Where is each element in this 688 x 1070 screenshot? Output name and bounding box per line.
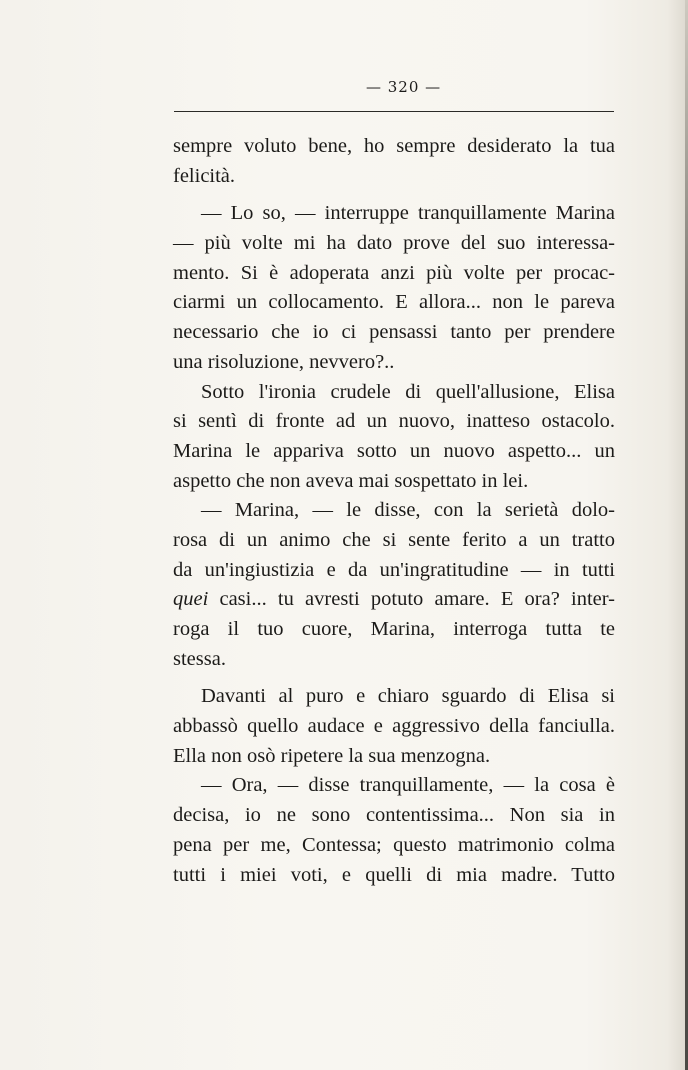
text-line: da un'ingiustizia e da un'ingratitudine — in tutti xyxy=(173,558,615,581)
text-line: roga il tuo cuore, Marina, interroga tutta te xyxy=(173,618,615,640)
text-line: abbassò quello audace e aggressivo della fanciulla. xyxy=(173,715,615,738)
text-line: mento. Si è adoperata anzi più volte per procac- xyxy=(173,261,615,284)
text-line: — più volte mi ha dato prove del suo interessa- xyxy=(173,232,615,255)
text-line: aspetto che non aveva mai sospettato in lei. xyxy=(173,469,529,492)
text-line-rest: casi... tu avresti potuto amare. E ora? inter- xyxy=(219,588,615,611)
text-line: felicità. xyxy=(173,164,236,187)
page-number-text: — 320 — xyxy=(366,78,442,96)
text-line: decisa, io ne sono contentissima... Non sia in xyxy=(173,804,615,827)
text-line: Sotto l'ironia crudele di quell'allusione, Elisa xyxy=(201,380,615,403)
text-line: — Ora, — disse tranquillamente, — la cosa è xyxy=(201,774,615,797)
text-line: tutti i miei voti, e quelli di mia madre. Tutto xyxy=(173,863,615,886)
text-line: necessario che io ci pensassi tanto per prendere xyxy=(173,321,615,344)
text-line: Davanti al puro e chiaro sguardo di Elisa si xyxy=(201,685,615,708)
text-line: stessa. xyxy=(173,647,226,670)
body-text xyxy=(173,132,615,890)
text-line: — Marina, — le disse, con la serietà dolo- xyxy=(201,499,615,522)
italic-word: quei xyxy=(173,588,209,611)
text-line: una risoluzione, nevvero?.. xyxy=(173,350,395,373)
text-line: ciarmi un collocamento. E allora... non le pareva xyxy=(173,291,615,314)
text-line: si sentì di fronte ad un nuovo, inatteso ostacolo. xyxy=(173,410,615,433)
text-line: Ella non osò ripetere la sua menzogna. xyxy=(173,744,491,767)
text-line: Marina le appariva sotto un nuovo aspetto... un xyxy=(173,439,615,462)
text-line: — Lo so, — interruppe tranquillamente Marina xyxy=(201,202,615,225)
text-line: pena per me, Contessa; questo matrimonio colma xyxy=(173,833,615,856)
header-rule xyxy=(174,111,614,112)
text-line: sempre voluto bene, ho sempre desiderato la tua xyxy=(173,135,615,157)
text-line xyxy=(173,585,615,615)
text-line: rosa di un animo che si sente ferito a un tratto xyxy=(173,528,615,551)
